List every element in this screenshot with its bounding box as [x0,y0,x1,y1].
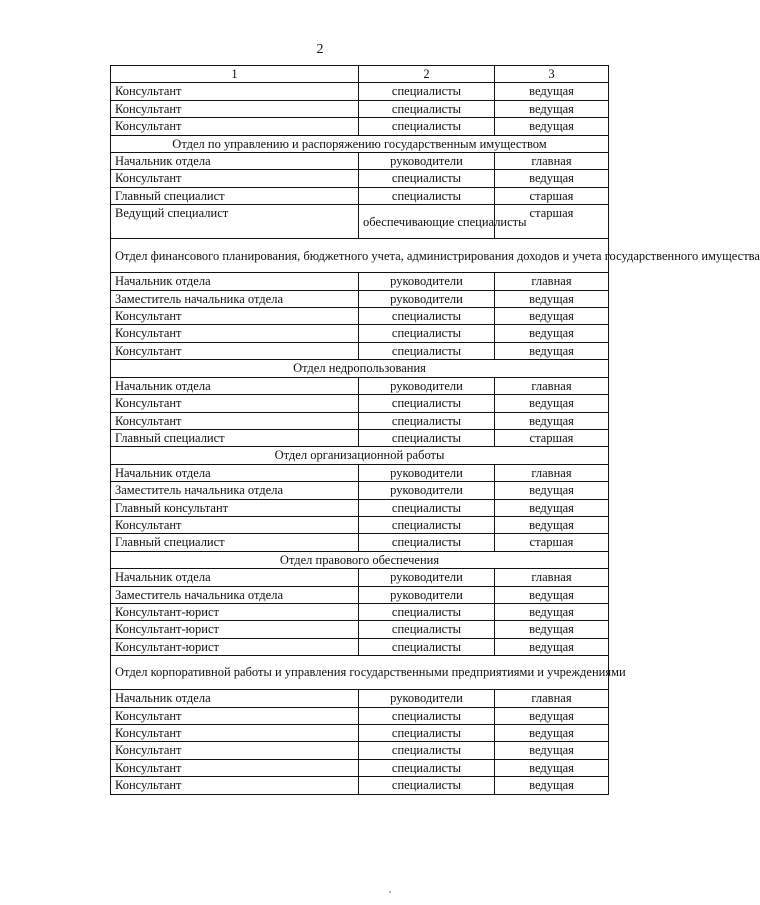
group-cell: ведущая [495,742,609,759]
position-cell: Главный консультант [111,499,359,516]
group-cell: старшая [495,187,609,204]
table-row [111,569,609,586]
section-title: Отдел по управлению и распоряжению государственным имуществом [111,135,609,152]
section-title: Отдел финансового планирования, бюджетного учета, администрирования доходов и учета государственного имущества [111,239,609,273]
group-cell: ведущая [495,100,609,117]
group-cell: ведущая [495,603,609,620]
group-cell: старшая [495,429,609,446]
table-row [111,429,609,446]
group-cell: главная [495,690,609,707]
category-cell: руководители [359,273,495,290]
category-cell: специалисты [359,707,495,724]
position-cell: Консультант [111,100,359,117]
section-header-row [111,135,609,152]
category-cell: руководители [359,586,495,603]
position-cell: Начальник отдела [111,273,359,290]
table-row [111,100,609,117]
table-row [111,516,609,533]
position-cell: Консультант [111,118,359,135]
page-number: 2 [316,42,324,57]
position-cell: Консультант [111,742,359,759]
section-header-row [111,360,609,377]
position-cell: Консультант [111,342,359,359]
table-row [111,412,609,429]
table-header-row [111,66,609,83]
table-row [111,759,609,776]
table-row [111,377,609,394]
table-row [111,499,609,516]
group-cell: ведущая [495,170,609,187]
table-row [111,534,609,551]
table-row [111,586,609,603]
category-cell: специалисты [359,308,495,325]
position-cell: Консультант [111,395,359,412]
position-cell: Начальник отдела [111,377,359,394]
table-row [111,395,609,412]
position-cell: Заместитель начальника отдела [111,290,359,307]
category-cell: специалисты [359,83,495,100]
position-cell: Главный специалист [111,429,359,446]
group-cell: главная [495,464,609,481]
category-cell: специалисты [359,499,495,516]
position-cell: Ведущий специалист [111,205,359,239]
category-cell: специалисты [359,100,495,117]
group-cell: ведущая [495,342,609,359]
group-cell: главная [495,377,609,394]
group-cell: ведущая [495,308,609,325]
group-cell: ведущая [495,638,609,655]
section-title: Отдел корпоративной работы и управления государственными предприятиями и учреждениями [111,656,609,690]
category-cell: обеспечивающие специалисты [359,205,495,239]
table-row [111,187,609,204]
table-row [111,464,609,481]
position-cell: Консультант [111,412,359,429]
group-cell: старшая [495,205,609,239]
group-cell: ведущая [495,777,609,794]
category-cell: специалисты [359,603,495,620]
category-cell: специалисты [359,429,495,446]
position-cell: Консультант [111,707,359,724]
category-cell: специалисты [359,325,495,342]
category-cell: специалисты [359,742,495,759]
position-cell: Начальник отдела [111,153,359,170]
group-cell: ведущая [495,482,609,499]
category-cell: специалисты [359,516,495,533]
group-cell: ведущая [495,395,609,412]
section-header-row [111,447,609,464]
staffing-table [110,65,760,795]
section-title: Отдел организационной работы [111,447,609,464]
table-row [111,290,609,307]
category-cell: специалисты [359,187,495,204]
group-cell: ведущая [495,621,609,638]
group-cell: главная [495,273,609,290]
category-cell: руководители [359,377,495,394]
position-cell: Консультант-юрист [111,638,359,655]
section-title: Отдел недропользования [111,360,609,377]
category-cell: руководители [359,482,495,499]
position-cell: Начальник отдела [111,569,359,586]
group-cell: ведущая [495,83,609,100]
category-cell: специалисты [359,638,495,655]
category-cell: руководители [359,290,495,307]
group-cell: главная [495,153,609,170]
table-row [111,707,609,724]
table-row [111,308,609,325]
section-header-row [111,656,609,690]
category-cell: руководители [359,690,495,707]
group-cell: ведущая [495,412,609,429]
table-row [111,725,609,742]
category-cell: специалисты [359,759,495,776]
column-header-1: 1 [111,66,359,83]
table-row [111,638,609,655]
position-cell: Консультант [111,759,359,776]
category-cell: специалисты [359,118,495,135]
group-cell: ведущая [495,325,609,342]
column-header-2: 2 [359,66,495,83]
group-cell: ведущая [495,499,609,516]
position-cell: Консультант [111,83,359,100]
position-cell: Консультант [111,325,359,342]
position-cell: Заместитель начальника отдела [111,482,359,499]
position-cell: Заместитель начальника отдела [111,586,359,603]
table-row [111,273,609,290]
category-cell: руководители [359,464,495,481]
table-row [111,690,609,707]
scan-speck [389,891,391,893]
position-cell: Консультант [111,170,359,187]
category-cell: специалисты [359,621,495,638]
position-cell: Главный специалист [111,187,359,204]
table-row [111,153,609,170]
position-cell: Консультант [111,516,359,533]
group-cell: ведущая [495,725,609,742]
category-cell: специалисты [359,534,495,551]
table-row [111,170,609,187]
section-header-row [111,239,609,273]
position-cell: Консультант [111,725,359,742]
category-cell: руководители [359,153,495,170]
table-row [111,621,609,638]
group-cell: ведущая [495,759,609,776]
table-row [111,603,609,620]
group-cell: ведущая [495,290,609,307]
table-row [111,482,609,499]
table-row [111,777,609,794]
category-cell: специалисты [359,777,495,794]
category-cell: специалисты [359,170,495,187]
group-cell: ведущая [495,516,609,533]
section-header-row [111,551,609,568]
table-row [111,742,609,759]
section-title: Отдел правового обеспечения [111,551,609,568]
group-cell: ведущая [495,118,609,135]
category-cell: специалисты [359,342,495,359]
category-cell: руководители [359,569,495,586]
group-cell: ведущая [495,586,609,603]
category-cell: специалисты [359,395,495,412]
column-header-3: 3 [495,66,609,83]
table-row [111,342,609,359]
position-cell: Начальник отдела [111,464,359,481]
group-cell: ведущая [495,707,609,724]
category-cell: специалисты [359,412,495,429]
position-cell: Начальник отдела [111,690,359,707]
table-row [111,83,609,100]
position-cell: Консультант-юрист [111,603,359,620]
position-cell: Главный специалист [111,534,359,551]
position-cell: Консультант-юрист [111,621,359,638]
group-cell: старшая [495,534,609,551]
table-row [111,205,609,239]
category-cell: специалисты [359,725,495,742]
table-row [111,325,609,342]
position-cell: Консультант [111,777,359,794]
group-cell: главная [495,569,609,586]
table-body [111,66,760,795]
table-row [111,118,609,135]
position-cell: Консультант [111,308,359,325]
